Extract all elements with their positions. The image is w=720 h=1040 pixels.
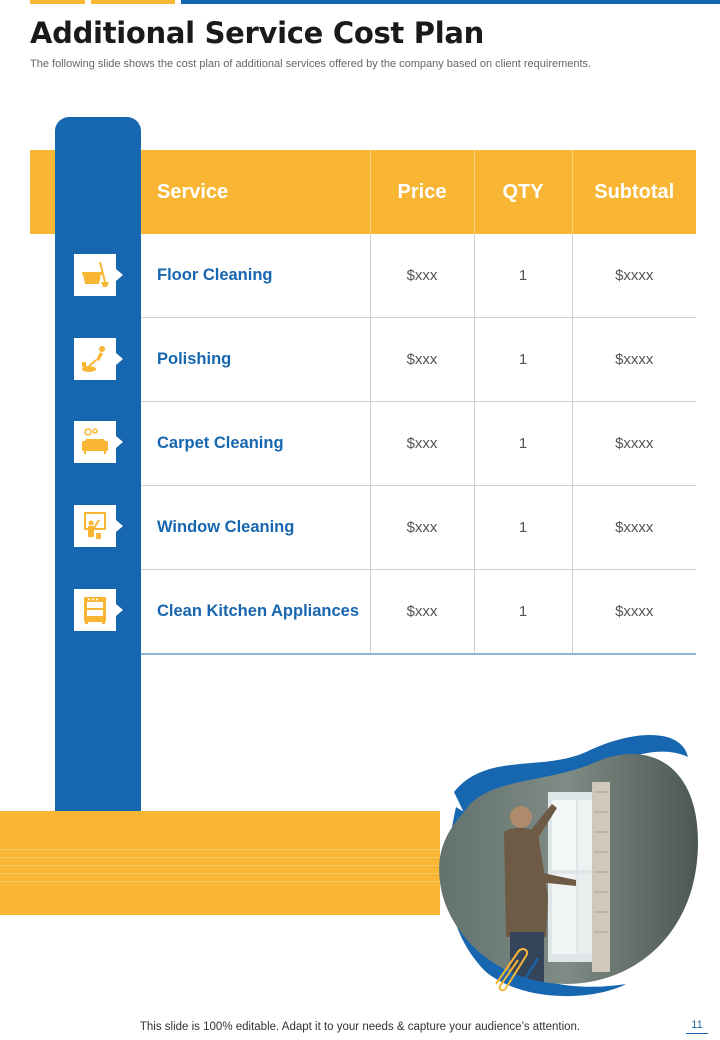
service-name: Polishing — [141, 318, 370, 402]
subtotal-cell: $xxxx — [572, 318, 696, 402]
subtotal-cell: $xxxx — [572, 234, 696, 318]
qty-cell: 1 — [474, 318, 572, 402]
column-header-qty: QTY — [474, 150, 572, 234]
table-row — [141, 234, 696, 318]
icon-column-background — [55, 117, 141, 817]
service-name: Floor Cleaning — [141, 234, 370, 318]
window-cleaner-icon — [74, 505, 116, 547]
table-row — [141, 318, 696, 402]
floor-polisher-icon — [74, 338, 116, 380]
service-name: Window Cleaning — [141, 486, 370, 570]
table-row — [141, 570, 696, 655]
subtotal-cell: $xxxx — [572, 486, 696, 570]
service-cost-table — [141, 150, 696, 655]
window-cleaning-photo — [426, 722, 702, 998]
qty-cell: 1 — [474, 234, 572, 318]
qty-cell: 1 — [474, 570, 572, 655]
top-accent-bar-blue — [181, 0, 720, 4]
service-name: Carpet Cleaning — [141, 402, 370, 486]
qty-cell: 1 — [474, 486, 572, 570]
column-header-subtotal: Subtotal — [572, 150, 696, 234]
page-number: 11 — [684, 1016, 710, 1034]
table-header-row — [141, 150, 696, 234]
footer-note: This slide is 100% editable. Adapt it to your needs & capture your audience’s attention. — [139, 1021, 581, 1033]
service-name: Clean Kitchen Appliances — [141, 570, 370, 655]
column-header-price: Price — [370, 150, 474, 234]
sofa-cleaning-icon — [74, 421, 116, 463]
subtotal-cell: $xxxx — [572, 570, 696, 655]
column-header-service: Service — [141, 150, 370, 234]
price-cell: $xxx — [370, 570, 474, 655]
page-subtitle: The following slide shows the cost plan of additional services offered by the company based on client requirements. — [30, 58, 592, 70]
qty-cell: 1 — [474, 402, 572, 486]
table-row — [141, 486, 696, 570]
price-cell: $xxx — [370, 486, 474, 570]
bottom-accent-band — [0, 811, 440, 915]
page-title: Additional Service Cost Plan — [30, 16, 484, 50]
oven-icon — [74, 589, 116, 631]
mop-bucket-icon — [74, 254, 116, 296]
price-cell: $xxx — [370, 318, 474, 402]
subtotal-cell: $xxxx — [572, 402, 696, 486]
price-cell: $xxx — [370, 234, 474, 318]
price-cell: $xxx — [370, 402, 474, 486]
top-accent-bar-yellow-2 — [91, 0, 175, 4]
top-accent-bar-yellow-1 — [30, 0, 85, 4]
table-row — [141, 402, 696, 486]
